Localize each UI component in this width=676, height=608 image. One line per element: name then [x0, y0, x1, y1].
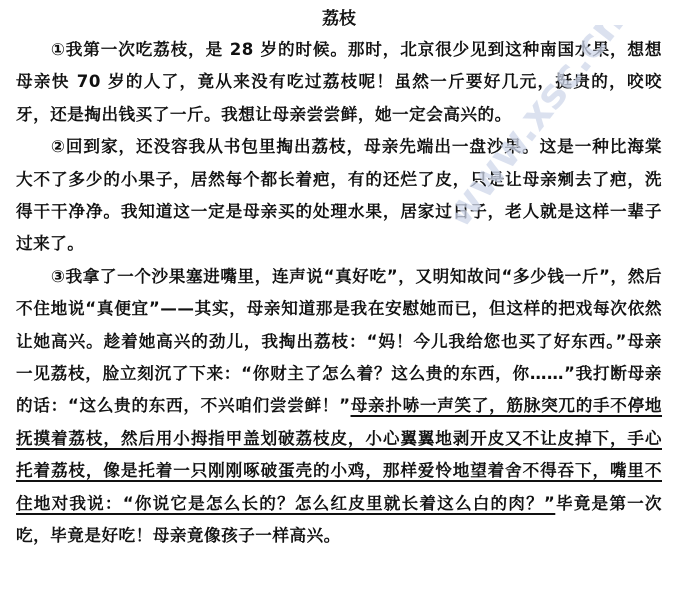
- paragraph-1: ①我第一次吃荔枝，是 28 岁的时候。那时，北京很少见到这种南国水果，想想母亲快 70 岁的人了，竟从来没有吃过荔枝呢！虽然一斤要好几元，挺贵的，咬咬牙，还是掏出钱买了一斤。我想让母亲尝尝鲜，她一定会高兴的。: [16, 40, 662, 124]
- paragraph-2: ②回到家，还没容我从书包里掏出荔枝，母亲先端出一盘沙果。这是一种比海棠大不了多少的小果子，居然每个都长着疤，有的还烂了皮，只是让母亲剜去了疤，洗得干干净净。我知道这一定是母亲买的处理水果，居家过日子，老人就是这样一辈子过来了。: [16, 137, 662, 254]
- paragraph-3-text-before: ③我拿了一个沙果塞进嘴里，连声说“真好吃”，又明知故问“多少钱一斤”，然后不住地说“真便宜”——其实，母亲知道那是我在安慰她而已，但这样的把戏每次依然让她高兴。趁着她高兴的劲儿，我掏出荔枝：“妈！今儿我给您也买了好东西。”母亲一见荔枝，脸立刻沉了下来：“你财主了怎么着？这么贵的东西，你……”我打断母亲的话：“这么贵的东西，不兴咱们尝尝鲜！”: [16, 266, 662, 416]
- paragraph-3-text-after: 毕竟是第一次吃，毕竟是好吃！母亲竟像孩子一样高兴。: [16, 493, 663, 546]
- paragraph-3-underlined-text: 母亲扑哧一声笑了，筋脉突兀的手不停地抚摸着荔枝，然后用小拇指甲盖划破荔枝皮，小心翼翼地剥开皮又不让皮掉下，手心托着荔枝，像是托着一只刚刚啄破蛋壳的小鸡，那样爱怜地望着舍不得吞下，嘴里不住地对我说：“你说它是怎么长的？怎么红皮里就长着这么白的肉？”: [16, 396, 663, 513]
- watermark-text: www.xsc.cn: [455, 25, 634, 237]
- article-title: 荔枝: [322, 9, 356, 29]
- paragraph-3: [16, 261, 662, 553]
